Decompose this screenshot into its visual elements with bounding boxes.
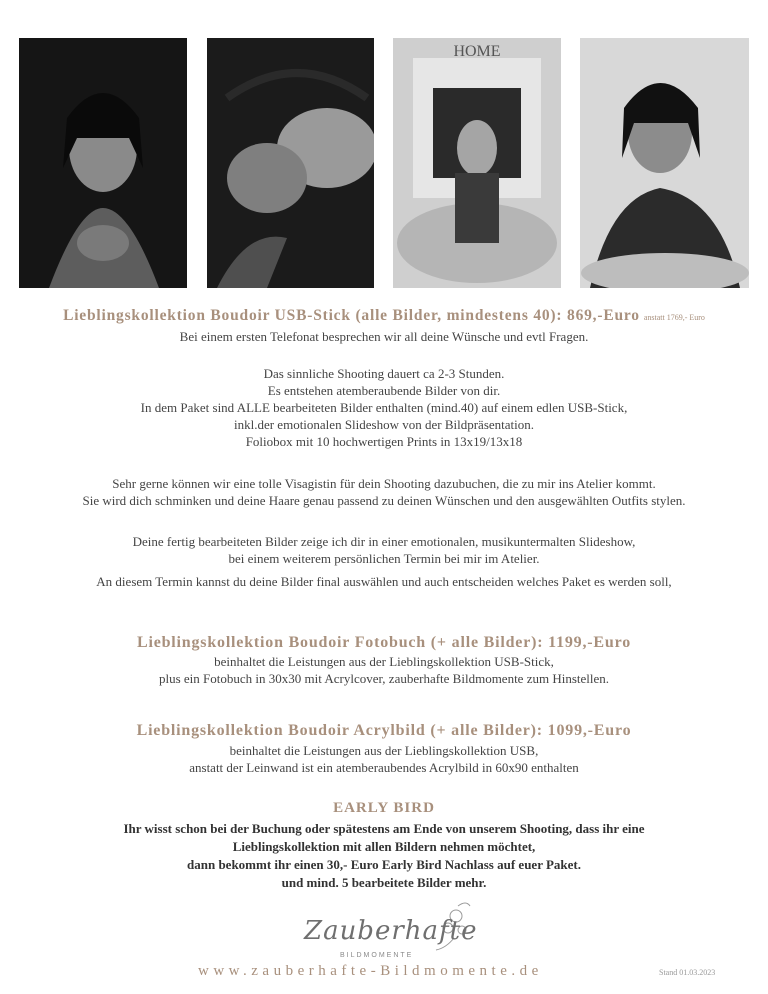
acryl-line: anstatt der Leinwand ist ein atemberaubendes Acrylbild in 60x90 enthalten bbox=[189, 760, 579, 775]
early-bird-line: Lieblingskollektion mit allen Bildern nehmen möchtet, bbox=[232, 839, 536, 854]
usb-original-price: anstatt 1769,- Euro bbox=[643, 313, 705, 322]
logo-script: Zauberhafte bbox=[304, 916, 478, 946]
website-link[interactable]: www.zauberhafte-Bildmomente.de bbox=[198, 963, 543, 979]
logo-subtitle: BILDMOMENTE bbox=[340, 952, 414, 959]
early-bird-line: Ihr wisst schon bei der Buchung oder spätestens am Ende von unserem Shooting, dass ihr eine bbox=[123, 821, 645, 836]
usb-line: Es entstehen atemberaubende Bilder von dir. bbox=[267, 383, 501, 398]
fotobuch-line: plus ein Fotobuch in 30x30 mit Acrylcover, zauberhafte Bildmomente zum Hinstellen. bbox=[158, 671, 610, 686]
stand-date: Stand 01.03.2023 bbox=[659, 968, 716, 977]
early-bird-details bbox=[0, 820, 768, 892]
usb-title-text: Lieblingskollektion Boudoir USB-Stick (alle Bilder, mindestens 40): 869,-Euro bbox=[63, 307, 640, 324]
brand-logo bbox=[296, 898, 476, 964]
home-sign: HOME bbox=[453, 43, 501, 60]
usb-package-title bbox=[0, 307, 768, 325]
slideshow-line: An diesem Termin kannst du deine Bilder final auswählen und auch entscheiden welches Paket es werden soll, bbox=[96, 574, 672, 589]
early-bird-line: und mind. 5 bearbeitete Bilder mehr. bbox=[281, 875, 487, 890]
slideshow-line: Deine fertig bearbeiteten Bilder zeige ich dir in einer emotionalen, musikuntermalten Slideshow, bbox=[132, 534, 636, 549]
usb-intro: Bei einem ersten Telefonat besprechen wir all deine Wünsche und evtl Fragen. bbox=[179, 329, 589, 344]
boudoir-photo-2 bbox=[207, 38, 374, 288]
visagist-line: Sie wird dich schminken und deine Haare genau passend zu deinen Wünschen und den ausgewählten Outfits stylen. bbox=[82, 493, 686, 508]
acryl-package-title: Lieblingskollektion Boudoir Acrylbild (+ alle Bilder): 1099,-Euro bbox=[136, 722, 632, 739]
usb-details bbox=[0, 365, 768, 450]
usb-line: Das sinnliche Shooting dauert ca 2-3 Stunden. bbox=[263, 366, 505, 381]
fotobuch-line: beinhaltet die Leistungen aus der Lieblingskollektion USB-Stick, bbox=[214, 654, 554, 669]
fotobuch-details bbox=[0, 653, 768, 687]
usb-line: In dem Paket sind ALLE bearbeiteten Bilder enthalten (mind.40) auf einem edlen USB-Stick, bbox=[140, 400, 628, 415]
boudoir-photo-1 bbox=[19, 38, 187, 288]
photo-strip bbox=[19, 38, 749, 288]
fotobuch-package-title: Lieblingskollektion Boudoir Fotobuch (+ alle Bilder): 1199,-Euro bbox=[136, 634, 631, 651]
visagist-info bbox=[0, 475, 768, 509]
usb-line: Foliobox mit 10 hochwertigen Prints in 13x19/13x18 bbox=[245, 434, 523, 449]
acryl-details bbox=[0, 742, 768, 776]
boudoir-photo-3 bbox=[393, 38, 561, 288]
slideshow-line: bei einem weiterem persönlichen Termin bei mir im Atelier. bbox=[228, 551, 540, 566]
slideshow-info bbox=[0, 533, 768, 590]
early-bird-title: EARLY BIRD bbox=[333, 800, 435, 816]
boudoir-photo-4 bbox=[580, 38, 749, 288]
early-bird-line: dann bekommt ihr einen 30,- Euro Early Bird Nachlass auf euer Paket. bbox=[187, 857, 581, 872]
usb-line: inkl.der emotionalen Slideshow von der Bildpräsentation. bbox=[233, 417, 535, 432]
acryl-line: beinhaltet die Leistungen aus der Lieblingskollektion USB, bbox=[229, 743, 539, 758]
visagist-line: Sehr gerne können wir eine tolle Visagistin für dein Shooting dazubuchen, die zu mir ins Atelier kommt. bbox=[112, 476, 656, 491]
